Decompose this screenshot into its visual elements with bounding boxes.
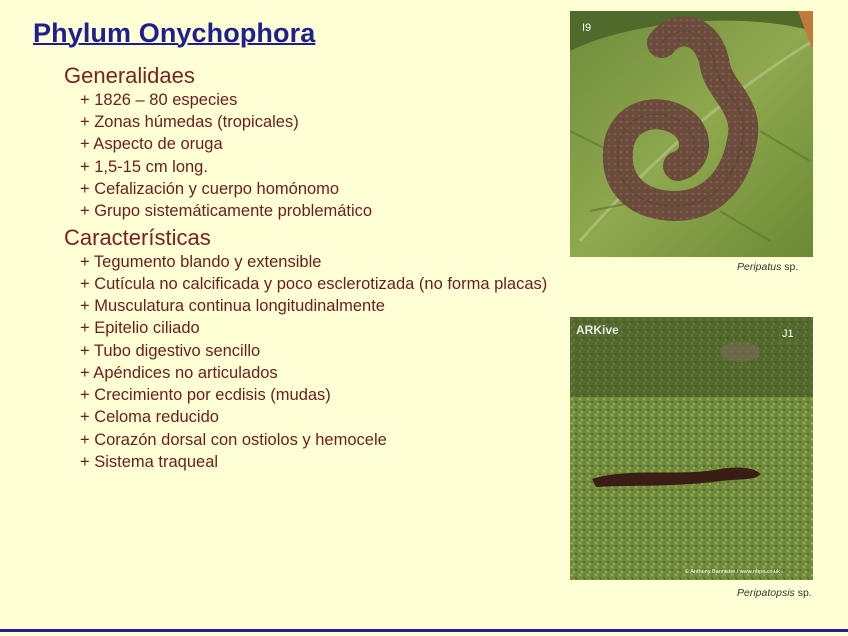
list-item: + Sistema traqueal (80, 453, 219, 471)
peripatus-photo (570, 11, 813, 257)
list-item: + Crecimiento por ecdisis (mudas) (80, 386, 331, 404)
caption-genus: Peripatopsis (737, 587, 795, 599)
photo-credit: © Anthony Bannister / www.nhpa.co.uk (685, 569, 780, 575)
list-item: + Grupo sistemáticamente problemático (80, 202, 373, 220)
photo-caption (737, 587, 812, 599)
photo-label: J1 (782, 328, 794, 340)
list-item: + Apéndices no articulados (80, 364, 278, 382)
section-heading-generalidades: Generalidaes (64, 63, 195, 88)
list-item: + Zonas húmedas (tropicales) (80, 113, 299, 131)
section-heading-caracteristicas: Características (64, 225, 211, 250)
list-item: + Corazón dorsal con ostiolos y hemocele (80, 431, 387, 449)
caption-rest: sp. (781, 261, 799, 273)
list-item: + Cefalización y cuerpo homónomo (80, 180, 340, 198)
peripatopsis-photo (570, 317, 813, 580)
photo-caption (737, 261, 798, 273)
list-item: + Musculatura continua longitudinalmente (80, 297, 385, 315)
caption-rest: sp. (794, 587, 812, 599)
caption-genus: Peripatus (737, 261, 782, 273)
peripatus-illustration (570, 11, 813, 257)
list-item: + Aspecto de oruga (80, 135, 223, 153)
list-item: + Cutícula no calcificada y poco esclerotizada (no forma placas) (80, 275, 548, 293)
photo-label: I9 (582, 22, 592, 34)
bottom-divider (0, 629, 848, 632)
list-item: + 1826 – 80 especies (80, 91, 238, 109)
list-item: + Tegumento blando y extensible (80, 253, 322, 271)
list-item: + 1,5-15 cm long. (80, 158, 208, 176)
list-item: + Tubo digestivo sencillo (80, 342, 261, 360)
arkive-watermark: ARKive (576, 323, 619, 337)
slide-title: Phylum Onychophora (33, 18, 316, 48)
peripatopsis-illustration (570, 317, 813, 580)
list-item: + Celoma reducido (80, 408, 219, 426)
list-item: + Epitelio ciliado (80, 319, 200, 337)
